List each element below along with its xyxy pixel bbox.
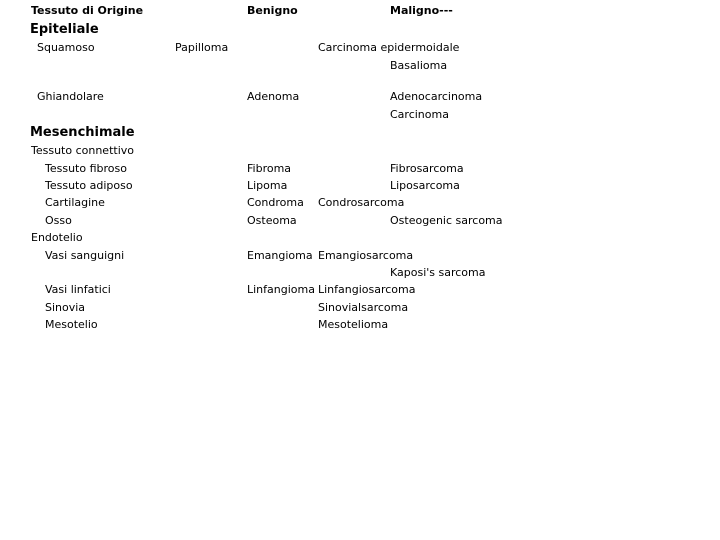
malignant-kaposi-sarcoma: Kaposi's sarcoma [390,266,486,279]
benign-adenoma: Adenoma [247,90,300,103]
malignant-chondrosarcoma: Condrosarcoma [318,196,405,209]
malignant-adenocarcinoma: Adenocarcinoma [390,90,483,103]
tissue-synovia: Sinovia [45,301,86,314]
malignant-liposarcoma: Liposarcoma [390,179,460,192]
tissue-blood-vessels: Vasi sanguigni [45,249,125,262]
header-tissue-origin: Tessuto di Origine [31,4,144,17]
section-epithelial: Epiteliale [30,22,99,37]
group-connective-tissue: Tessuto connettivo [31,144,135,157]
tissue-cartilage: Cartilagine [45,196,105,209]
malignant-fibrosarcoma: Fibrosarcoma [390,162,464,175]
section-mesenchymal: Mesenchimale [30,125,135,140]
malignant-synovial-sarcoma: Sinovialsarcoma [318,301,409,314]
benign-lymphangioma: Linfangioma [247,283,315,296]
malignant-basalioma: Basalioma [390,59,448,72]
header-benign: Benigno [247,4,298,17]
benign-lipoma: Lipoma [247,179,288,192]
malignant-mesothelioma: Mesotelioma [318,318,389,331]
benign-papilloma: Papilloma [175,41,229,54]
malignant-hemangiosarcoma: Emangiosarcoma [318,249,414,262]
group-endothelium: Endotelio [31,231,83,244]
tissue-fibrous: Tessuto fibroso [45,162,127,175]
benign-chondroma: Condroma [247,196,304,209]
benign-hemangioma: Emangioma [247,249,313,262]
tissue-lymph-vessels: Vasi linfatici [45,283,111,296]
benign-fibroma: Fibroma [247,162,292,175]
tissue-adipose: Tessuto adiposo [45,179,133,192]
malignant-lymphangiosarcoma: Linfangiosarcoma [318,283,416,296]
malignant-epidermoid-carcinoma: Carcinoma epidermoidale [318,41,460,54]
tissue-mesothelium: Mesotelio [45,318,98,331]
header-malignant: Maligno--- [390,4,453,17]
tissue-squamous: Squamoso [37,41,95,54]
tissue-glandular: Ghiandolare [37,90,104,103]
tissue-bone: Osso [45,214,72,227]
malignant-carcinoma: Carcinoma [390,108,449,121]
benign-osteoma: Osteoma [247,214,297,227]
malignant-osteogenic-sarcoma: Osteogenic sarcoma [390,214,503,227]
